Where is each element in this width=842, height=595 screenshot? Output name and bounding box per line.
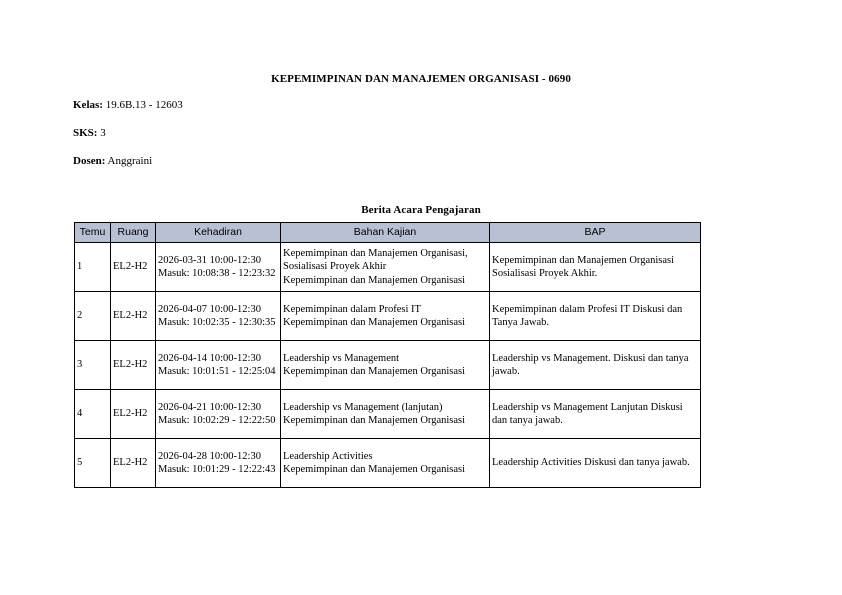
cell-ruang: EL2-H2	[111, 390, 156, 439]
cell-temu: 4	[75, 390, 111, 439]
cell-bahan-kajian	[281, 390, 490, 439]
cell-ruang: EL2-H2	[111, 243, 156, 292]
kehadiran-masuk: Masuk: 10:08:38 - 12:23:32	[158, 268, 276, 279]
cell-bahan-kajian	[281, 292, 490, 341]
cell-bahan-kajian	[281, 439, 490, 488]
kehadiran-jadwal: 2026-04-07 10:00-12:30	[158, 303, 261, 315]
cell-kehadiran	[156, 390, 281, 439]
kelas-line	[73, 99, 183, 111]
bahan-kajian-matakuliah: Kepemimpinan dan Manajemen Organisasi	[283, 274, 466, 286]
table-row	[75, 243, 701, 292]
cell-kehadiran	[156, 439, 281, 488]
kehadiran-masuk: Masuk: 10:02:35 - 12:30:35	[158, 317, 276, 328]
cell-bap: Leadership Activities Diskusi dan tanya jawab.	[490, 439, 701, 488]
bahan-kajian-topik: Leadership Activities	[283, 450, 373, 462]
cell-bap: Leadership vs Management. Diskusi dan tanya jawab.	[490, 341, 701, 390]
table-title: Berita Acara Pengajaran	[361, 204, 481, 216]
sks-label: SKS:	[73, 127, 98, 139]
sks-line	[73, 127, 106, 139]
kehadiran-jadwal: 2026-04-28 10:00-12:30	[158, 450, 261, 462]
cell-kehadiran	[156, 292, 281, 341]
bahan-kajian-topik: Leadership vs Management (lanjutan)	[283, 401, 443, 413]
header-kehadiran: Kehadiran	[156, 223, 281, 243]
bap-table	[74, 222, 701, 488]
bahan-kajian-topik: Kepemimpinan dan Manajemen Organisasi, Sosialisasi Proyek Akhir	[283, 247, 468, 273]
table-row	[75, 390, 701, 439]
bahan-kajian-topik: Leadership vs Management	[283, 352, 400, 364]
dosen-value: Anggraini	[105, 155, 153, 167]
table-row	[75, 341, 701, 390]
cell-temu: 5	[75, 439, 111, 488]
header-bap: BAP	[490, 223, 701, 243]
cell-bap: Kepemimpinan dalam Profesi IT Diskusi dan Tanya Jawab.	[490, 292, 701, 341]
cell-kehadiran	[156, 341, 281, 390]
kehadiran-masuk: Masuk: 10:01:29 - 12:22:43	[158, 464, 276, 475]
table-row	[75, 439, 701, 488]
sks-value: 3	[97, 127, 106, 139]
header-temu: Temu	[75, 223, 111, 243]
kelas-value: 19.6B.13 - 12603	[102, 99, 183, 111]
cell-bahan-kajian	[281, 341, 490, 390]
table-row	[75, 292, 701, 341]
kehadiran-jadwal: 2026-03-31 10:00-12:30	[158, 254, 261, 266]
document-title: KEPEMIMPINAN DAN MANAJEMEN ORGANISASI - 0690	[271, 73, 571, 85]
bahan-kajian-matakuliah: Kepemimpinan dan Manajemen Organisasi	[283, 464, 466, 475]
bahan-kajian-topik: Kepemimpinan dalam Profesi IT	[283, 303, 421, 315]
kehadiran-jadwal: 2026-04-21 10:00-12:30	[158, 401, 261, 413]
table-header-row	[75, 223, 701, 243]
dosen-label: Dosen:	[73, 155, 106, 167]
cell-bap: Kepemimpinan dan Manajemen Organisasi Sosialisasi Proyek Akhir.	[490, 243, 701, 292]
cell-temu: 2	[75, 292, 111, 341]
cell-ruang: EL2-H2	[111, 292, 156, 341]
cell-bap: Leadership vs Management Lanjutan Diskusi dan tanya jawab.	[490, 390, 701, 439]
cell-ruang: EL2-H2	[111, 439, 156, 488]
cell-temu: 3	[75, 341, 111, 390]
kelas-label: Kelas:	[73, 99, 103, 111]
cell-bahan-kajian	[281, 243, 490, 292]
header-ruang: Ruang	[111, 223, 156, 243]
kehadiran-masuk: Masuk: 10:02:29 - 12:22:50	[158, 415, 276, 426]
bahan-kajian-matakuliah: Kepemimpinan dan Manajemen Organisasi	[283, 317, 466, 328]
header-bahan-kajian: Bahan Kajian	[281, 223, 490, 243]
cell-ruang: EL2-H2	[111, 341, 156, 390]
bahan-kajian-matakuliah: Kepemimpinan dan Manajemen Organisasi	[283, 366, 466, 377]
dosen-line	[73, 155, 152, 167]
kehadiran-masuk: Masuk: 10:01:51 - 12:25:04	[158, 366, 276, 377]
bahan-kajian-matakuliah: Kepemimpinan dan Manajemen Organisasi	[283, 415, 466, 426]
cell-kehadiran	[156, 243, 281, 292]
cell-temu: 1	[75, 243, 111, 292]
kehadiran-jadwal: 2026-04-14 10:00-12:30	[158, 352, 261, 364]
